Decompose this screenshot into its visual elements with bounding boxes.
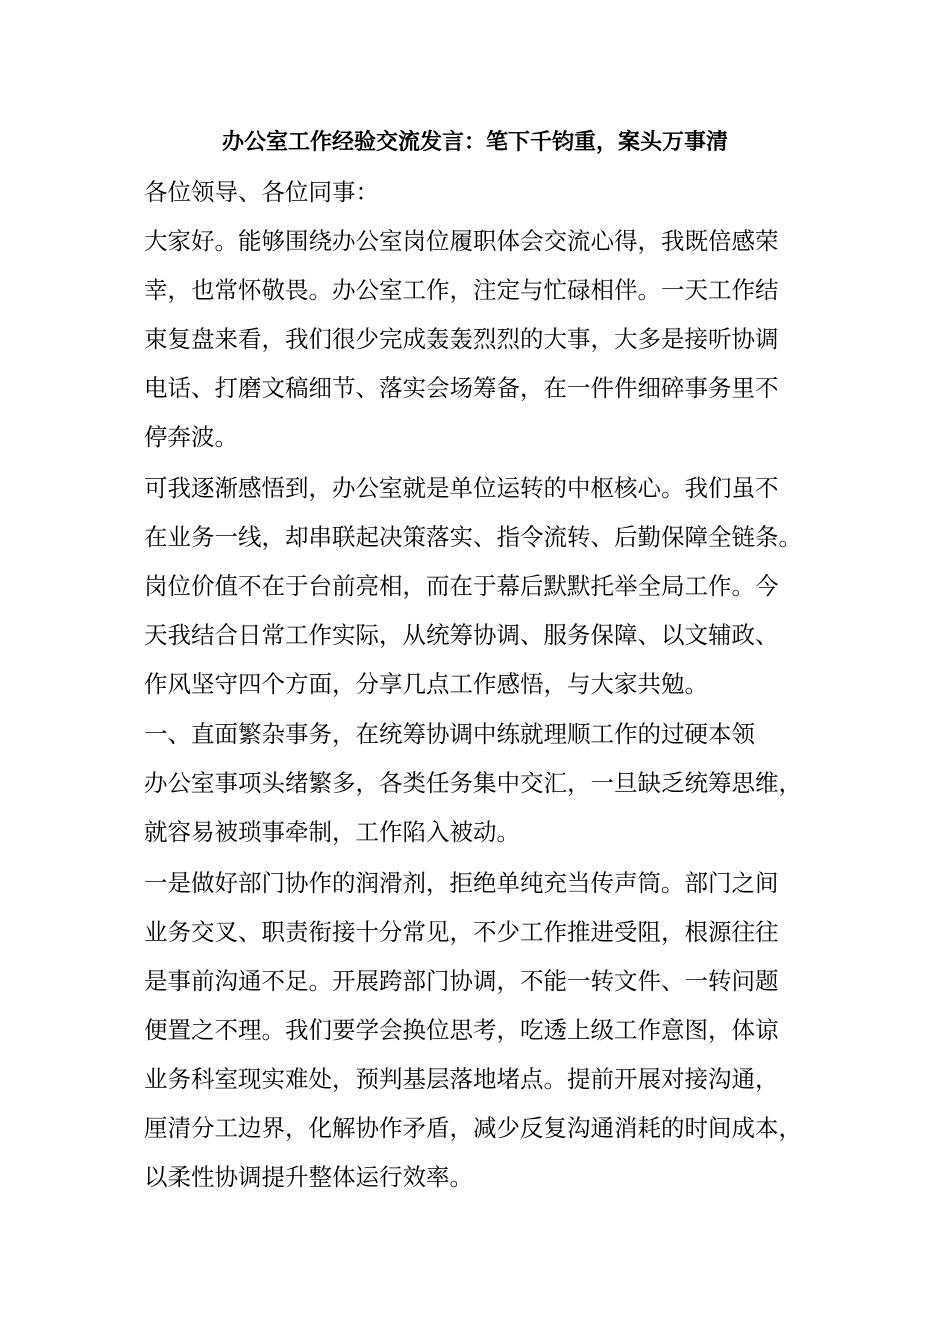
body-line: 办公室事项头绪繁多，各类任务集中交汇，一旦缺乏统筹思维， [144,769,802,797]
body-line: 厘清分工边界，化解协作矛盾，减少反复沟通消耗的时间成本， [144,1114,802,1142]
body-line: 岗位价值不在于台前亮相，而在于幕后默默托举全局工作。今 [144,572,779,600]
body-line: 束复盘来看，我们很少完成轰轰烈烈的大事，大多是接听协调 [144,325,779,353]
body-line: 业务科室现实难处，预判基层落地堵点。提前开展对接沟通， [144,1065,779,1093]
body-line: 以柔性协调提升整体运行效率。 [144,1163,473,1191]
body-line: 天我结合日常工作实际，从统筹协调、服务保障、以文辅政、 [144,621,779,649]
document-title: 办公室工作经验交流发言：笔下千钧重，案头万事清 [221,130,728,155]
body-line: 就容易被琐事牵制，工作陷入被动。 [144,818,520,846]
body-line: 是事前沟通不足。开展跨部门协调，不能一转文件、一转问题 [144,967,779,995]
body-line: 作风坚守四个方面，分享几点工作感悟，与大家共勉。 [144,670,708,698]
body-line: 幸，也常怀敬畏。办公室工作，注定与忙碌相伴。一天工作结 [144,276,779,304]
salutation: 各位领导、各位同事： [144,178,379,206]
section-heading: 一、直面繁杂事务，在统筹协调中练就理顺工作的过硬本领 [144,720,755,748]
body-line: 可我逐渐感悟到，办公室就是单位运转的中枢核心。我们虽不 [144,474,779,502]
body-line: 业务交叉、职责衔接十分常见，不少工作推进受阻，根源往往 [144,918,779,946]
body-line: 便置之不理。我们要学会换位思考，吃透上级工作意图，体谅 [144,1016,779,1044]
body-line: 在业务一线，却串联起决策落实、指令流转、后勤保障全链条。 [144,523,802,551]
body-line: 一是做好部门协作的润滑剂，拒绝单纯充当传声筒。部门之间 [144,869,779,897]
body-line: 停奔波。 [144,423,238,451]
body-line: 大家好。能够围绕办公室岗位履职体会交流心得，我既倍感荣 [144,227,779,255]
body-line: 电话、打磨文稿细节、落实会场筹备，在一件件细碎事务里不 [144,374,779,402]
